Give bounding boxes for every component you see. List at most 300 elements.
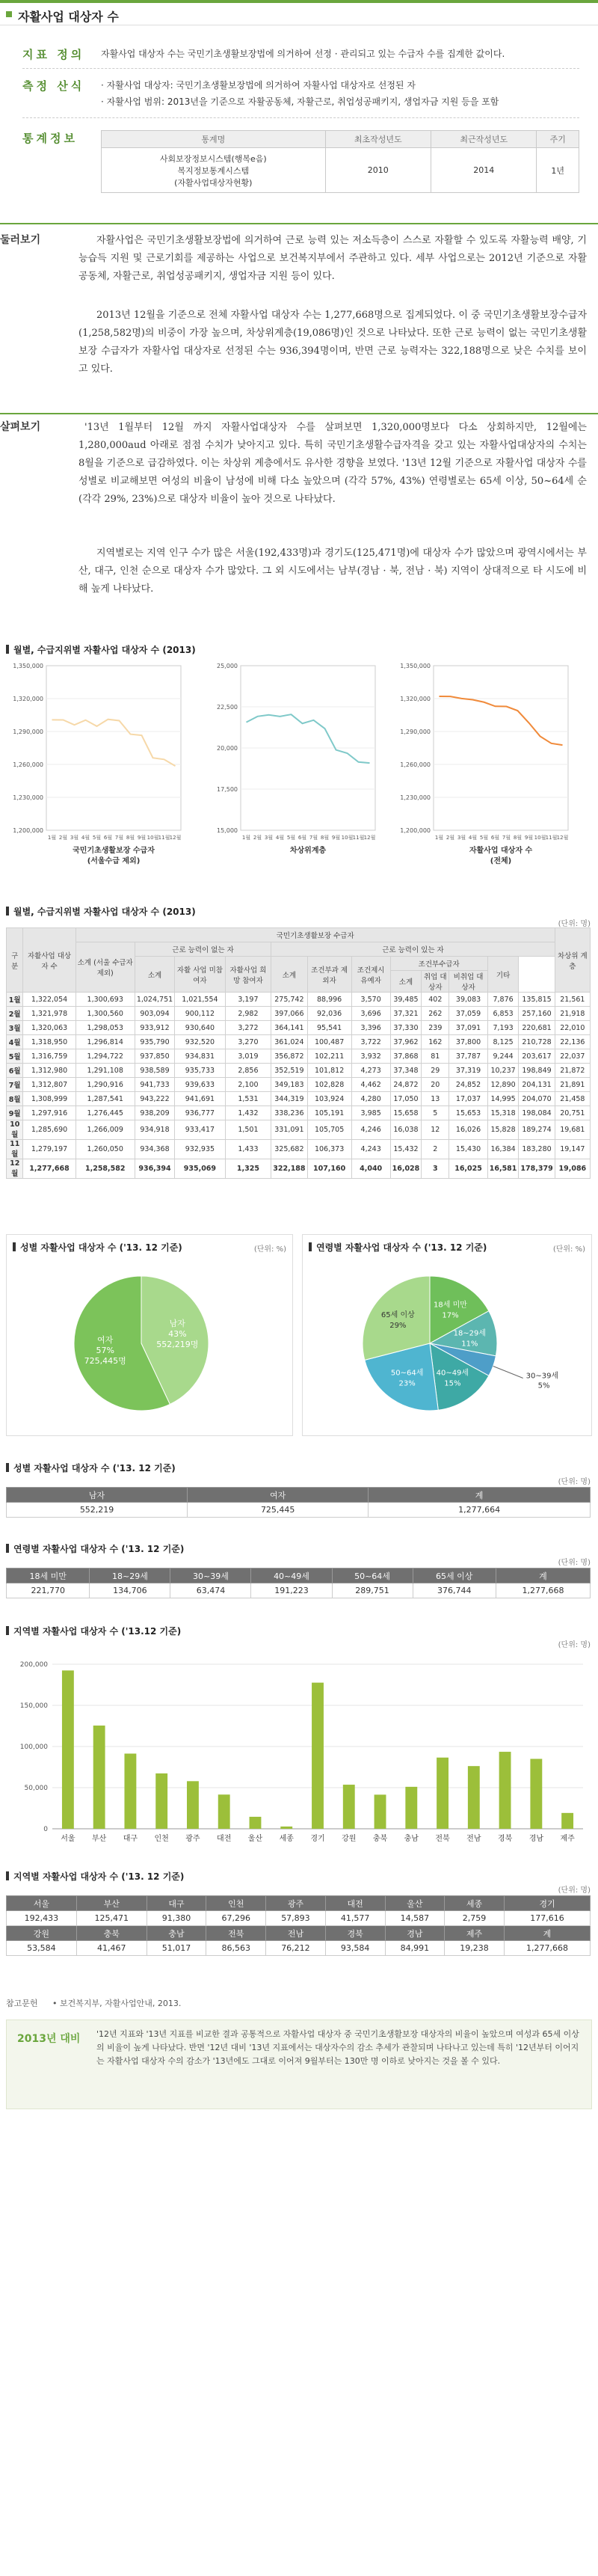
table-cell: 22,010	[555, 1021, 590, 1035]
table-cell: 15,318	[487, 1106, 519, 1120]
divider	[0, 223, 598, 224]
unit-label: (단위: %)	[253, 1245, 286, 1254]
table-cell: 933,417	[175, 1120, 225, 1140]
table-cell: 1,296,814	[75, 1035, 135, 1049]
table-row	[7, 1021, 591, 1035]
table-cell: 189,274	[519, 1120, 555, 1140]
x-tick-label: 6월	[103, 835, 113, 841]
table-cell: 135,815	[519, 993, 555, 1007]
unit-label: (단위: 명)	[558, 1478, 591, 1486]
page-header	[0, 0, 598, 25]
look-paragraph-1: 자활사업은 국민기초생활보장법에 의거하여 근로 능력 있는 저소득층이 스스로 자활할 수 있도록 자활능력 배양, 기능습득 지원 및 근로기회를 제공하는 사업으로 보건복지부에서 주관하고 있다. 세부 사업으로는 2012년 기준으로 자활공동체, 자활근로, 취업성공패키지, 생업자금 지원 등이 있다.	[78, 235, 587, 282]
table-cell: 24,852	[449, 1078, 487, 1092]
y-tick-label: 1,230,000	[13, 794, 43, 801]
row-header: 12월	[7, 1159, 23, 1179]
table-cell: 3,570	[351, 993, 390, 1007]
table-cell: 107,160	[307, 1159, 351, 1179]
x-tick-label: 11월	[352, 835, 365, 841]
monthly-table-title: 월별, 수급지위별 자활사업 대상자 수 (2013)	[13, 907, 196, 917]
y-tick-label: 1,230,000	[400, 794, 431, 801]
table-cell: 15,828	[487, 1120, 519, 1140]
y-tick-label: 1,200,000	[13, 827, 43, 834]
unit-label: (단위: 명)	[558, 1559, 591, 1567]
slice-label: 남자	[169, 1319, 185, 1329]
age-pie-panel	[302, 1234, 592, 1436]
x-tick-label: 9월	[331, 835, 341, 841]
slice-percent: 17%	[442, 1311, 459, 1320]
x-tick-label: 1월	[434, 835, 444, 841]
y-tick-label: 1,260,000	[13, 761, 43, 768]
region-value: 125,471	[76, 1911, 147, 1926]
table-cell: 4,243	[351, 1140, 390, 1159]
table-cell: 938,589	[135, 1064, 174, 1078]
x-tick-label: 광주	[185, 1835, 200, 1843]
th-poor: 차상위 계층	[555, 928, 590, 993]
table-cell: 1,318,950	[23, 1035, 75, 1049]
x-tick-label: 12월	[556, 835, 569, 841]
x-tick-label: 4월	[81, 835, 90, 841]
age-value: 134,706	[90, 1583, 170, 1598]
region-value: 57,893	[266, 1911, 326, 1926]
slice-label: 65세 이상	[380, 1310, 415, 1319]
age-header: 30~39세	[170, 1568, 251, 1583]
table-cell: 2,100	[225, 1078, 271, 1092]
source-text: • 보건복지부, 자활사업안내, 2013.	[52, 1999, 182, 2008]
th-noability: 근로 능력이 없는 자	[135, 942, 271, 957]
x-tick-label: 1월	[241, 835, 251, 841]
table-cell: 37,868	[390, 1049, 422, 1064]
series-line	[52, 720, 176, 766]
table-row	[7, 1078, 591, 1092]
region-header: 경기	[504, 1896, 590, 1911]
slice-percent: 43%	[168, 1329, 187, 1340]
x-tick-label: 경남	[528, 1835, 544, 1843]
stats-info-label: 통계정보	[22, 132, 78, 145]
unit-label: (단위: %)	[552, 1245, 585, 1254]
y-tick-label: 1,290,000	[13, 729, 43, 735]
age-value: 1,277,668	[496, 1583, 590, 1598]
source-label: 참고문헌	[6, 1999, 38, 2008]
gender-table	[6, 1487, 591, 1518]
section-title	[6, 1625, 181, 1637]
gender-pie-svg	[7, 1257, 294, 1437]
table-cell: 13	[422, 1092, 449, 1106]
table-cell: 1,287,541	[75, 1092, 135, 1106]
section-title	[13, 1241, 182, 1254]
region-header: 전남	[266, 1926, 326, 1941]
region-value: 14,587	[385, 1911, 445, 1926]
age-header: 18~29세	[90, 1568, 170, 1583]
table-cell: 105,705	[307, 1120, 351, 1140]
table-cell: 220,681	[519, 1021, 555, 1035]
table-cell: 81	[422, 1049, 449, 1064]
formula-text-2: · 자활사업 범위: 2013년을 기준으로 자활공동체, 자활근로, 취업성공패키지, 생업자금 지원 등을 포함	[101, 96, 499, 107]
table-cell: 8,125	[487, 1035, 519, 1049]
definition-row	[22, 39, 579, 69]
slice-percent: 23%	[398, 1379, 416, 1388]
table-cell: 106,373	[307, 1140, 351, 1159]
x-tick-label: 제주	[560, 1835, 575, 1843]
th-latest: 최근작성년도	[431, 131, 537, 148]
th-col: 소계	[390, 971, 422, 993]
table-cell: 1,432	[225, 1106, 271, 1120]
table-cell: 935,733	[175, 1064, 225, 1078]
x-tick-label: 8월	[513, 835, 523, 841]
row-header: 10월	[7, 1120, 23, 1140]
formula-label: 측정 산식	[22, 79, 85, 93]
slice-label: 40~49세	[436, 1369, 469, 1378]
table-cell: 2	[422, 1140, 449, 1159]
region-header: 광주	[266, 1896, 326, 1911]
age-header: 40~49세	[251, 1568, 332, 1583]
table-cell: 3,396	[351, 1021, 390, 1035]
formula-text-1: · 자활사업 대상자: 국민기초생활보장법에 의거하여 자활사업 대상자로 선정된 자	[101, 80, 416, 91]
th-col: 취업 대상자	[422, 971, 449, 993]
table-cell: 1,277,668	[23, 1159, 75, 1179]
compare-label: 2013년 대비	[17, 2033, 81, 2045]
table-cell: 16,025	[449, 1159, 487, 1179]
gender-table-title: 성별 자활사업 대상자 수 ('13. 12 기준)	[13, 1463, 176, 1473]
bar-강원	[343, 1785, 355, 1829]
table-cell: 92,036	[307, 1007, 351, 1021]
table-cell: 338,236	[271, 1106, 307, 1120]
female-value: 725,445	[188, 1503, 369, 1518]
slice-percent: 15%	[444, 1379, 461, 1388]
table-cell: 903,094	[135, 1007, 174, 1021]
th-col: 조건부과 제외자	[307, 957, 351, 993]
x-tick-label: 울산	[247, 1835, 263, 1843]
table-cell: 39,485	[390, 993, 422, 1007]
x-tick-label: 12월	[363, 835, 376, 841]
region-header: 경남	[385, 1926, 445, 1941]
table-cell: 1,321,978	[23, 1007, 75, 1021]
th-name: 통계명	[102, 131, 326, 148]
section-title	[6, 643, 196, 656]
table-cell: 37,319	[449, 1064, 487, 1078]
row-header: 3월	[7, 1021, 23, 1035]
x-tick-label: 12월	[169, 835, 182, 841]
region-header: 강원	[7, 1926, 77, 1941]
table-cell: 1,298,053	[75, 1021, 135, 1035]
table-cell: 7,876	[487, 993, 519, 1007]
bar-대전	[218, 1794, 230, 1829]
x-tick-label: 7월	[114, 835, 124, 841]
table-cell: 204,070	[519, 1092, 555, 1106]
table-cell: 3,985	[351, 1106, 390, 1120]
line-chart-2	[217, 663, 376, 855]
bar-전남	[468, 1766, 480, 1829]
bar-대구	[124, 1753, 136, 1829]
table-cell: 257,160	[519, 1007, 555, 1021]
table-cell: 1,260,050	[75, 1140, 135, 1159]
region-value: 76,212	[266, 1941, 326, 1956]
x-tick-label: 부산	[91, 1835, 107, 1843]
table-cell: 1,290,916	[75, 1078, 135, 1092]
table-cell: 37,091	[449, 1021, 487, 1035]
analysis-paragraph-1: '13년 1월부터 12월 까지 자활사업대상자 수를 살펴보면 1,320,000명보다 다소 상회하지만, 12월에는 1,280,000aud 아래로 점점 수치가 낮아지고 있다. 특히 국민기초생활수급자격을 갖고 있는 자활사업대상자의 수치는 8월을 기준으로 급감하였다. 이는 차상위 계층에서도 유사한 경향을 보였다. '13년 12월 기준으로 자활사업 대상자 수를 성별로 비교해보면 여성의 비율이 남성에 비해 다소 높았으며 (각각 57%, 43%) 연령별로는 65세 이상, 50~64세 순(각각 29%, 23%)으로 대상자 비율이 높아 것으로 나타났다.	[78, 422, 587, 505]
x-tick-label: 충북	[372, 1835, 388, 1843]
table-cell: 1,291,108	[75, 1064, 135, 1078]
table-cell: 3,272	[225, 1021, 271, 1035]
table-cell: 943,222	[135, 1092, 174, 1106]
table-cell: 183,280	[519, 1140, 555, 1159]
table-cell: 15,658	[390, 1106, 422, 1120]
slice-label: 18~29세	[453, 1329, 487, 1338]
age-header: 계	[496, 1568, 590, 1583]
definition-label: 지표 정의	[22, 48, 85, 61]
table-cell: 20	[422, 1078, 449, 1092]
table-cell: 1,300,693	[75, 993, 135, 1007]
th-month: 구분	[7, 928, 23, 993]
y-tick-label: 1,350,000	[13, 663, 43, 669]
row-header: 1월	[7, 993, 23, 1007]
table-cell: 939,633	[175, 1078, 225, 1092]
formula-row	[22, 70, 579, 118]
bar-세종	[280, 1827, 292, 1829]
table-cell: 936,394	[135, 1159, 174, 1179]
stats-name	[102, 148, 326, 193]
source	[6, 1997, 181, 2009]
table-row	[7, 1159, 591, 1179]
table-cell: 937,850	[135, 1049, 174, 1064]
region-header: 세종	[445, 1896, 505, 1911]
table-cell: 203,617	[519, 1049, 555, 1064]
x-tick-label: 5월	[286, 835, 296, 841]
region-table	[6, 1895, 591, 1956]
row-header: 2월	[7, 1007, 23, 1021]
bar-광주	[187, 1781, 199, 1829]
x-tick-label: 8월	[126, 835, 135, 841]
th-col: 비취업 대상자	[449, 971, 487, 993]
y-tick-label: 1,290,000	[400, 729, 431, 735]
table-cell: 12	[422, 1120, 449, 1140]
x-tick-label: 7월	[502, 835, 511, 841]
table-row	[7, 1120, 591, 1140]
chart-title: 국민기초생활보장 수급자	[73, 847, 155, 855]
table-cell: 6,853	[487, 1007, 519, 1021]
male-value: 552,219	[7, 1503, 188, 1518]
x-tick-label: 3월	[457, 835, 466, 841]
bar-경남	[530, 1759, 542, 1829]
table-cell: 935,790	[135, 1035, 174, 1049]
bar-충북	[374, 1794, 386, 1829]
x-tick-label: 대구	[123, 1835, 138, 1843]
x-tick-label: 대전	[217, 1835, 232, 1843]
table-cell: 15,653	[449, 1106, 487, 1120]
table-cell: 349,183	[271, 1078, 307, 1092]
table-cell: 102,211	[307, 1049, 351, 1064]
slice-percent: 57%	[96, 1345, 114, 1355]
plot-frame	[434, 666, 568, 830]
th-total: 계	[369, 1488, 591, 1503]
table-cell: 1,300,560	[75, 1007, 135, 1021]
table-cell: 16,028	[390, 1159, 422, 1179]
x-tick-label: 8월	[320, 835, 330, 841]
line-chart-3	[400, 663, 568, 865]
table-cell: 322,188	[271, 1159, 307, 1179]
slice-percent: 29%	[389, 1321, 407, 1330]
table-cell: 101,812	[307, 1064, 351, 1078]
table-cell: 932,520	[175, 1035, 225, 1049]
age-value: 289,751	[332, 1583, 413, 1598]
row-header: 4월	[7, 1035, 23, 1049]
unit-label: (단위: 명)	[558, 1886, 591, 1895]
region-header: 계	[504, 1926, 590, 1941]
definition-text: 자활사업 대상자 수는 국민기초생활보장법에 의거하여 선정 · 관리되고 있는 수급자 수를 집계한 값이다.	[101, 49, 505, 59]
y-tick-label: 1,200,000	[400, 827, 431, 834]
table-cell: 16,038	[390, 1120, 422, 1140]
th-cond: 조건부수급자	[390, 957, 487, 971]
monthly-table	[6, 927, 591, 1179]
region-value: 192,433	[7, 1911, 77, 1926]
table-cell: 938,209	[135, 1106, 174, 1120]
region-header: 부산	[76, 1896, 147, 1911]
stats-name-line: (자활사업대상자현황)	[174, 177, 253, 188]
look-paragraph-2: 2013년 12월을 기준으로 전체 자활사업 대상자 수는 1,277,668명으로 집계되었다. 이 중 국민기초생활보장수급자(1,258,582명)의 비중이 가장 높으며, 차상위계층(19,086명)인 것으로 나타났다. 또한 근로 능력이 없는 국민기초생활보장 수급자가 자활사업 대상자로 선정된 수는 936,394명이며, 반면 근로 능력자는 322,188명으로 낮은 수치를 보이고 있다.	[78, 310, 587, 375]
title-marker	[6, 11, 12, 17]
th-etc: 기타	[487, 957, 519, 993]
x-tick-label: 9월	[524, 835, 534, 841]
bar-인천	[155, 1773, 167, 1829]
region-bar-svg	[0, 1649, 598, 1859]
table-cell: 275,742	[271, 993, 307, 1007]
table-cell: 37,787	[449, 1049, 487, 1064]
region-header: 경북	[325, 1926, 385, 1941]
section-title	[309, 1241, 487, 1254]
table-cell: 3,722	[351, 1035, 390, 1049]
chart-title: 자활사업 대상자 수	[469, 847, 533, 855]
x-tick-label: 11월	[158, 835, 170, 841]
leader-line	[493, 1366, 523, 1378]
chart-title: 차상위계층	[289, 847, 327, 855]
table-cell: 1,320,063	[23, 1021, 75, 1035]
region-table-title: 지역별 자활사업 대상자 수 ('13. 12 기준)	[13, 1871, 185, 1882]
table-cell: 12,890	[487, 1078, 519, 1092]
table-row	[7, 1092, 591, 1106]
analysis-label: 살펴보기	[0, 421, 41, 433]
region-value: 67,296	[206, 1911, 266, 1926]
stats-name-line: 복지정보통계시스템	[177, 165, 250, 176]
bar-제주	[561, 1813, 573, 1829]
x-tick-label: 4월	[468, 835, 478, 841]
region-value: 1,277,668	[504, 1941, 590, 1956]
table-cell: 941,691	[175, 1092, 225, 1106]
x-tick-label: 2월	[58, 835, 68, 841]
x-tick-label: 세종	[279, 1835, 294, 1843]
region-header: 충북	[76, 1926, 147, 1941]
region-value: 86,563	[206, 1941, 266, 1956]
table-cell: 1,021,554	[175, 993, 225, 1007]
table-cell: 162	[422, 1035, 449, 1049]
x-tick-label: 5월	[479, 835, 489, 841]
table-cell: 102,828	[307, 1078, 351, 1092]
table-cell: 1,279,197	[23, 1140, 75, 1159]
table-cell: 1,531	[225, 1092, 271, 1106]
th-ability: 근로 능력이 있는 자	[271, 942, 555, 957]
stats-name-line: 사회보장정보시스템(행복e음)	[159, 153, 267, 164]
table-cell: 356,872	[271, 1049, 307, 1064]
table-cell: 1,024,751	[135, 993, 174, 1007]
stats-cycle: 1년	[537, 148, 579, 193]
x-tick-label: 10월	[147, 835, 159, 841]
line-chart-1	[13, 663, 181, 865]
table-cell: 14,995	[487, 1092, 519, 1106]
y-tick-label: 22,500	[217, 704, 238, 711]
table-cell: 4,246	[351, 1120, 390, 1140]
y-tick-label: 25,000	[217, 663, 238, 669]
section-title	[6, 1462, 176, 1474]
table-cell: 22,037	[555, 1049, 590, 1064]
region-value: 177,616	[504, 1911, 590, 1926]
region-value: 53,584	[7, 1941, 77, 1956]
slice-label: 여자	[97, 1334, 114, 1345]
table-cell: 19,147	[555, 1140, 590, 1159]
table-cell: 19,086	[555, 1159, 590, 1179]
region-value: 84,991	[385, 1941, 445, 1956]
th-col: 조건제시 유예자	[351, 957, 390, 993]
slice-label: 18세 미만	[434, 1301, 467, 1310]
y-tick-label: 150,000	[19, 1702, 48, 1710]
table-cell: 1,276,445	[75, 1106, 135, 1120]
table-cell: 24,872	[390, 1078, 422, 1092]
table-cell: 1,312,807	[23, 1078, 75, 1092]
table-cell: 17,037	[449, 1092, 487, 1106]
table-cell: 21,872	[555, 1064, 590, 1078]
th-basic: 국민기초생활보장 수급자	[75, 928, 555, 942]
x-tick-label: 6월	[298, 835, 307, 841]
look-label: 둘러보기	[0, 234, 41, 246]
region-header: 대전	[325, 1896, 385, 1911]
table-cell: 37,962	[390, 1035, 422, 1049]
chart-subtitle: (전체)	[490, 857, 512, 865]
table-cell: 198,849	[519, 1064, 555, 1078]
age-header: 50~64세	[332, 1568, 413, 1583]
table-row	[7, 1035, 591, 1049]
table-cell: 37,348	[390, 1064, 422, 1078]
table-cell: 361,024	[271, 1035, 307, 1049]
monthly-chart-title: 월별, 수급지위별 자활사업 대상자 수 (2013)	[13, 645, 196, 655]
divider	[0, 413, 598, 414]
table-cell: 3,270	[225, 1035, 271, 1049]
y-tick-label: 17,500	[217, 786, 238, 793]
y-tick-label: 15,000	[217, 827, 238, 834]
table-cell: 933,912	[135, 1021, 174, 1035]
slice-percent: 11%	[461, 1340, 478, 1349]
series-line	[247, 714, 370, 763]
table-cell: 37,800	[449, 1035, 487, 1049]
table-cell: 22,136	[555, 1035, 590, 1049]
table-cell: 210,728	[519, 1035, 555, 1049]
table-cell: 204,131	[519, 1078, 555, 1092]
age-value: 63,474	[170, 1583, 251, 1598]
table-cell: 1,501	[225, 1120, 271, 1140]
region-value: 51,017	[147, 1941, 206, 1956]
analysis-paragraph-2: 지역별로는 지역 인구 수가 많은 서울(192,433명)과 경기도(125,471명)에 대상자 수가 많았으며 광역시에서는 부산, 대구, 인천 순으로 대상자 수가 많았다. 그 외 시도에서는 남부(경남 · 북, 전남 · 북) 지역이 상대적으로 타 시도에 비해 높게 나타났다.	[78, 548, 587, 595]
series-line	[440, 696, 563, 745]
slice-value: 552,219명	[156, 1340, 199, 1350]
table-cell: 17,050	[390, 1092, 422, 1106]
table-cell: 198,084	[519, 1106, 555, 1120]
table-cell: 9,244	[487, 1049, 519, 1064]
table-cell: 344,319	[271, 1092, 307, 1106]
th-sub: 소계 (서울 수급자 제외)	[75, 942, 135, 993]
age-pie-title: 연령별 자활사업 대상자 수 ('13. 12 기준)	[316, 1242, 487, 1253]
table-cell: 930,640	[175, 1021, 225, 1035]
table-cell: 2,856	[225, 1064, 271, 1078]
x-tick-label: 3월	[70, 835, 79, 841]
section-title	[6, 1870, 184, 1883]
x-tick-label: 5월	[92, 835, 102, 841]
